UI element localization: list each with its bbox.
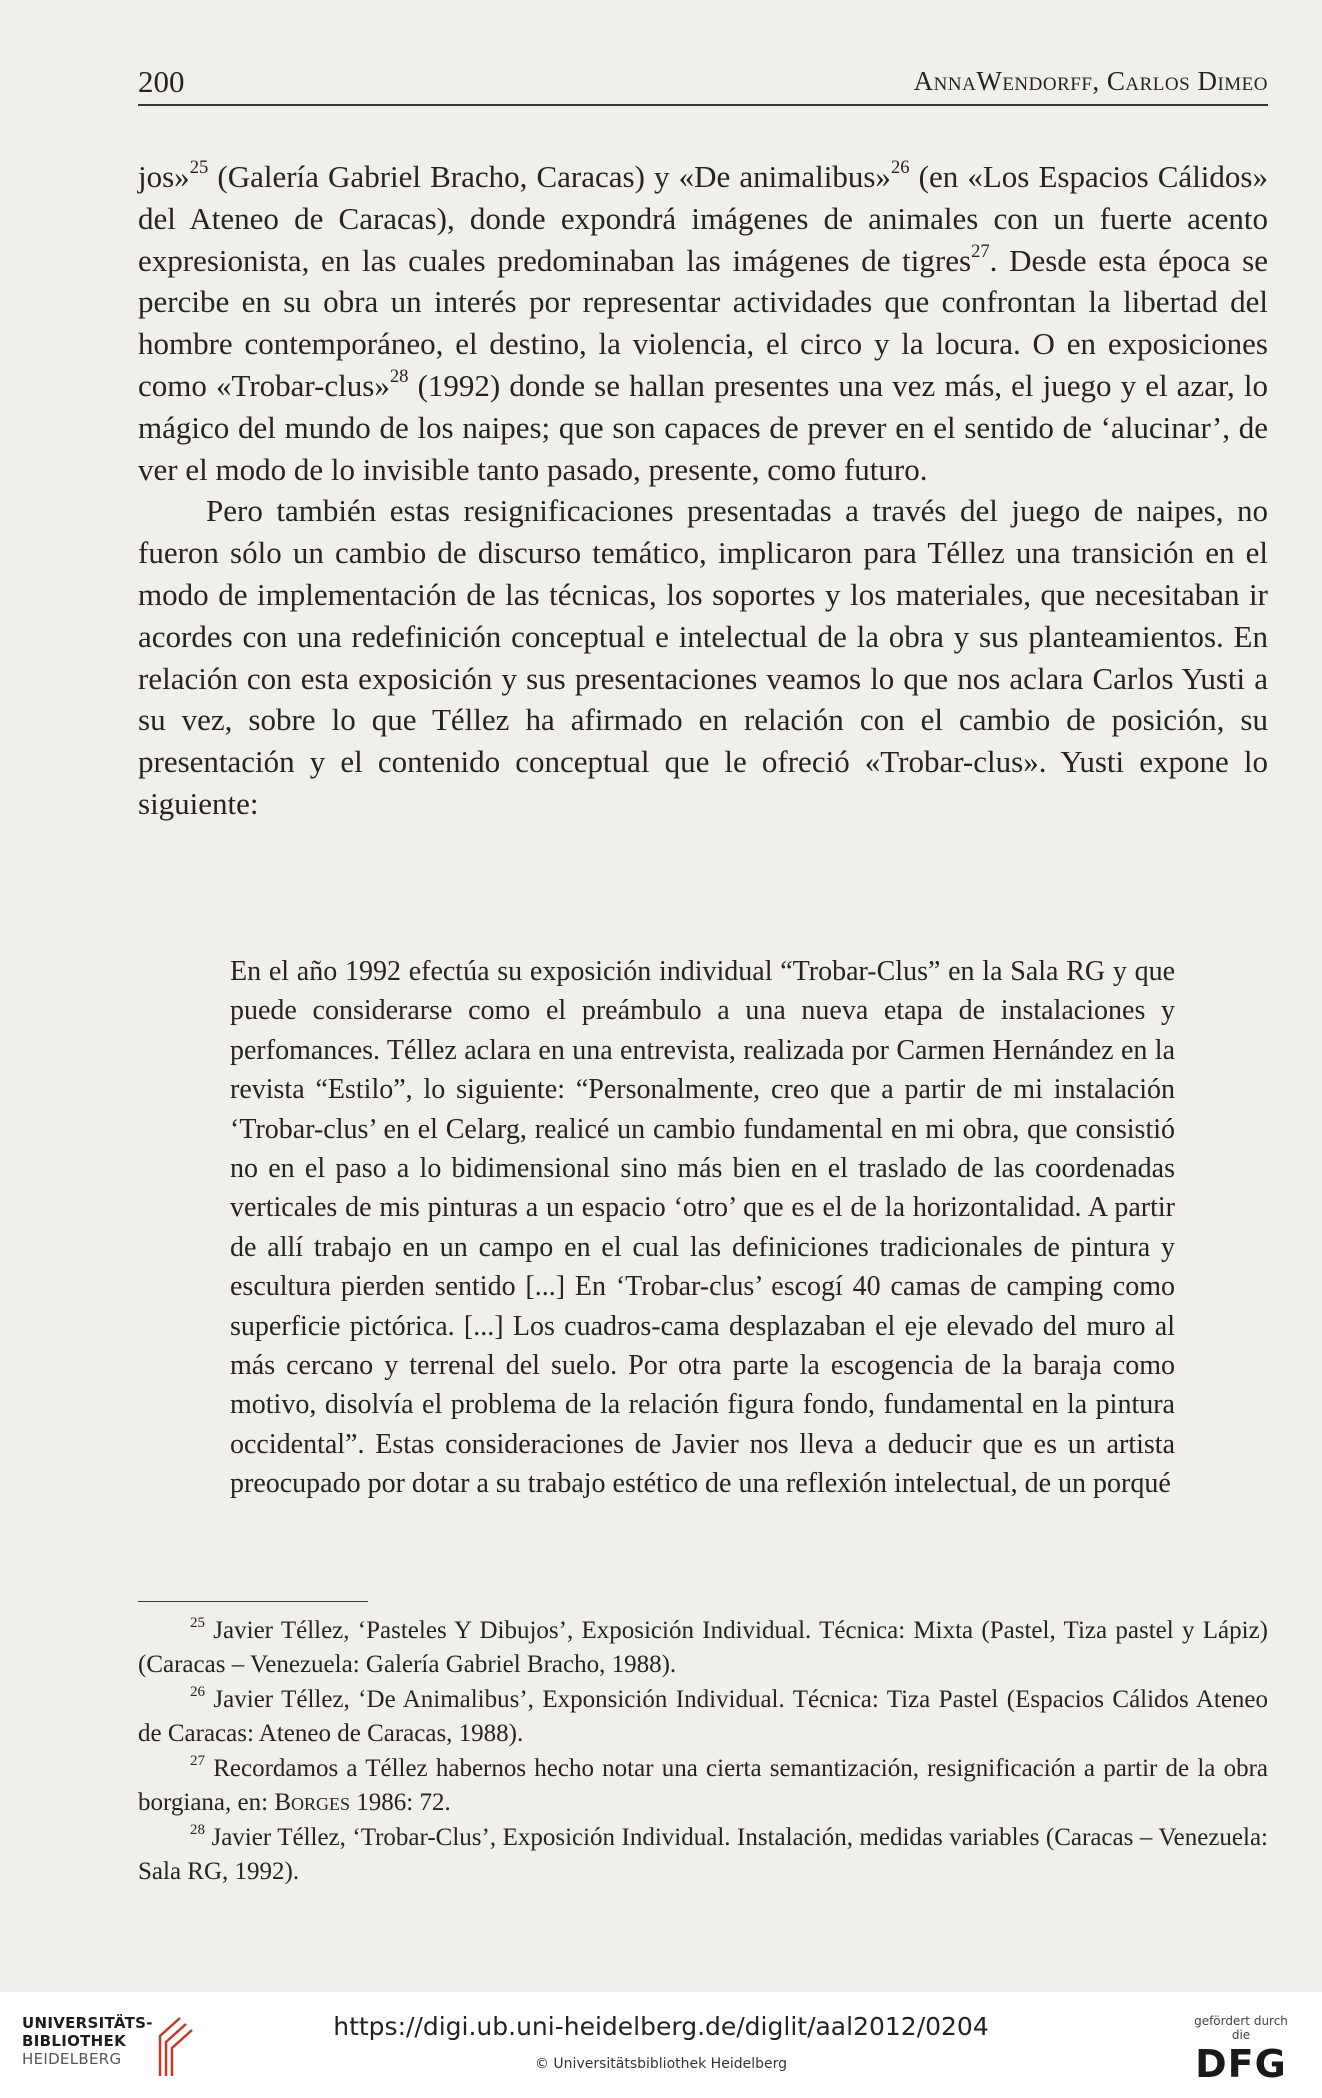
- footnote: $^{25}$ Javier Téllez, ‘Pasteles Y Dibujos’, Exposición Individual. Técnica: Mixta (Pastel, Tiza pastel y Lápiz) (Caracas – Venezuela: Galería Gabriel Bracho, 1988).: [138, 1614, 1268, 1678]
- footnote-ref[interactable]: 26: [890, 157, 910, 179]
- footnote: $^{28}$ Javier Téllez, ‘Trobar-Clus’, Exposición Individual. Instalación, medidas variables (Caracas – Venezuela: Sala RG, 1992).: [138, 1821, 1269, 1885]
- footnote-ref[interactable]: 27: [971, 240, 990, 262]
- page-number: 200: [138, 64, 185, 99]
- footnote-number: 26: [190, 1683, 205, 1700]
- paragraph: Pero también estas resignificaciones presentadas a través del juego de naipes, no fueron sólo un cambio de discurso temático, implicaron para Téllez una transición en el modo de implementación de las técnicas, los soportes y los materiales, que necesitaban ir acordes con una redefinición conceptual e intelectual de la obra y sus planteamientos. En relación con esta exposición y sus presentaciones veamos lo que nos aclara Carlos Yusti a su vez, sobre lo que Téllez ha afirmado en relación con el cambio de posición, su presentación y el contenido conceptual que le ofreció «Trobar-clus». Yusti expone lo siguiente:: [138, 493, 1268, 821]
- footnote-ref[interactable]: 28: [389, 366, 409, 388]
- page-header: [138, 62, 1268, 106]
- cited-author: Borges: [274, 1788, 350, 1816]
- footnote-number: 28: [190, 1821, 205, 1838]
- running-head: AnnaWendorff, Carlos Dimeo: [913, 66, 1268, 96]
- dfg-logo: DFG: [1195, 2042, 1287, 2086]
- footnote: $^{26}$ Javier Téllez, ‘De Animalibus’, Exponsición Individual. Técnica: Tiza Pastel (Espacios Cálidos Ateneo de Caracas: Ateneo de Caracas, 1988).: [138, 1683, 1269, 1747]
- main-text: [138, 156, 1268, 825]
- funder-caption: gefördert durch die: [1194, 2014, 1288, 2042]
- footnotes: [138, 1614, 1268, 1890]
- library-logo[interactable]: UNIVERSITÄTS- BIBLIOTHEK HEIDELBERG: [22, 2014, 222, 2082]
- funder-logo[interactable]: [1186, 2014, 1296, 2086]
- footnote-number: 27: [190, 1752, 205, 1769]
- footnote-number: 25: [190, 1614, 205, 1631]
- footnote: $^{27}$ Recordamos a Téllez habernos hecho notar una cierta semantización, resignificación a partir de la obra borgiana, en: Borges 1986: 72.: [138, 1752, 1268, 1816]
- copyright-notice: © Universitätsbibliothek Heidelberg: [534, 2056, 787, 2072]
- footnote-divider: [138, 1601, 368, 1602]
- footnote-ref[interactable]: 25: [189, 157, 209, 179]
- viewer-footer: [0, 1992, 1322, 2098]
- block-quote: En el año 1992 efectúa su exposición individual “Trobar-Clus” en la Sala RG y que puede considerarse como el preámbulo a una nueva etapa de instalaciones y perfomances. Téllez aclara en una entrevista, realizada por Carmen Hernández en la revista “Estilo”, lo siguiente: “Personalmente, creo que a partir de mi instalación ‘Trobar-clus’ en el Celarg, realicé un cambio fundamental en mi obra, que consistió no en el paso a lo bidimensional sino más bien en el traslado de las coordenadas verticales de mis pinturas a un espacio ‘otro’ que es el de la horizontalidad. A partir de allí trabajo en un campo en el cual las definiciones tradicionales de pintura y escultura pierden sentido [...] En ‘Trobar-clus’ escogí 40 camas de camping como superficie pictórica. [...] Los cuadros-cama desplazaban el eje elevado del muro al más cercano y terrenal del suelo. Por otra parte la escogencia de la baraja como motivo, disolvía el problema de la relación figura fondo, fundamental en la pintura occidental”. Estas consideraciones de Javier nos lleva a deducir que es un artista preocupado por dotar a su trabajo estético de una reflexión intelectual, de un porqué: [230, 956, 1175, 1500]
- paragraph: jos»$^{25}$ (Galería Gabriel Bracho, Caracas) y «De animalibus»$^{26}$ (en «Los Espacios Cálidos» del Ateneo de Caracas), donde expondrá imágenes de animales con un fuerte acento expresionista, en las cuales predominaban las imágenes de tigres$^{27}$. Desde esta época se percibe en su obra un interés por representar actividades que confrontan la libertad del hombre contemporáneo, el destino, la violencia, el circo y la locura. O en exposiciones como «Trobar-clus»$^{28}$ (1992) donde se hallan presentes una vez más, el juego y el azar, lo mágico del mundo de los naipes; que son capaces de prever en el sentido de ‘alucinar’, de ver el modo de lo invisible tanto pasado, presente, como futuro.: [138, 157, 1269, 487]
- permalink-url[interactable]: https://digi.ub.uni-heidelberg.de/diglit/aal2012/0204: [333, 2012, 989, 2041]
